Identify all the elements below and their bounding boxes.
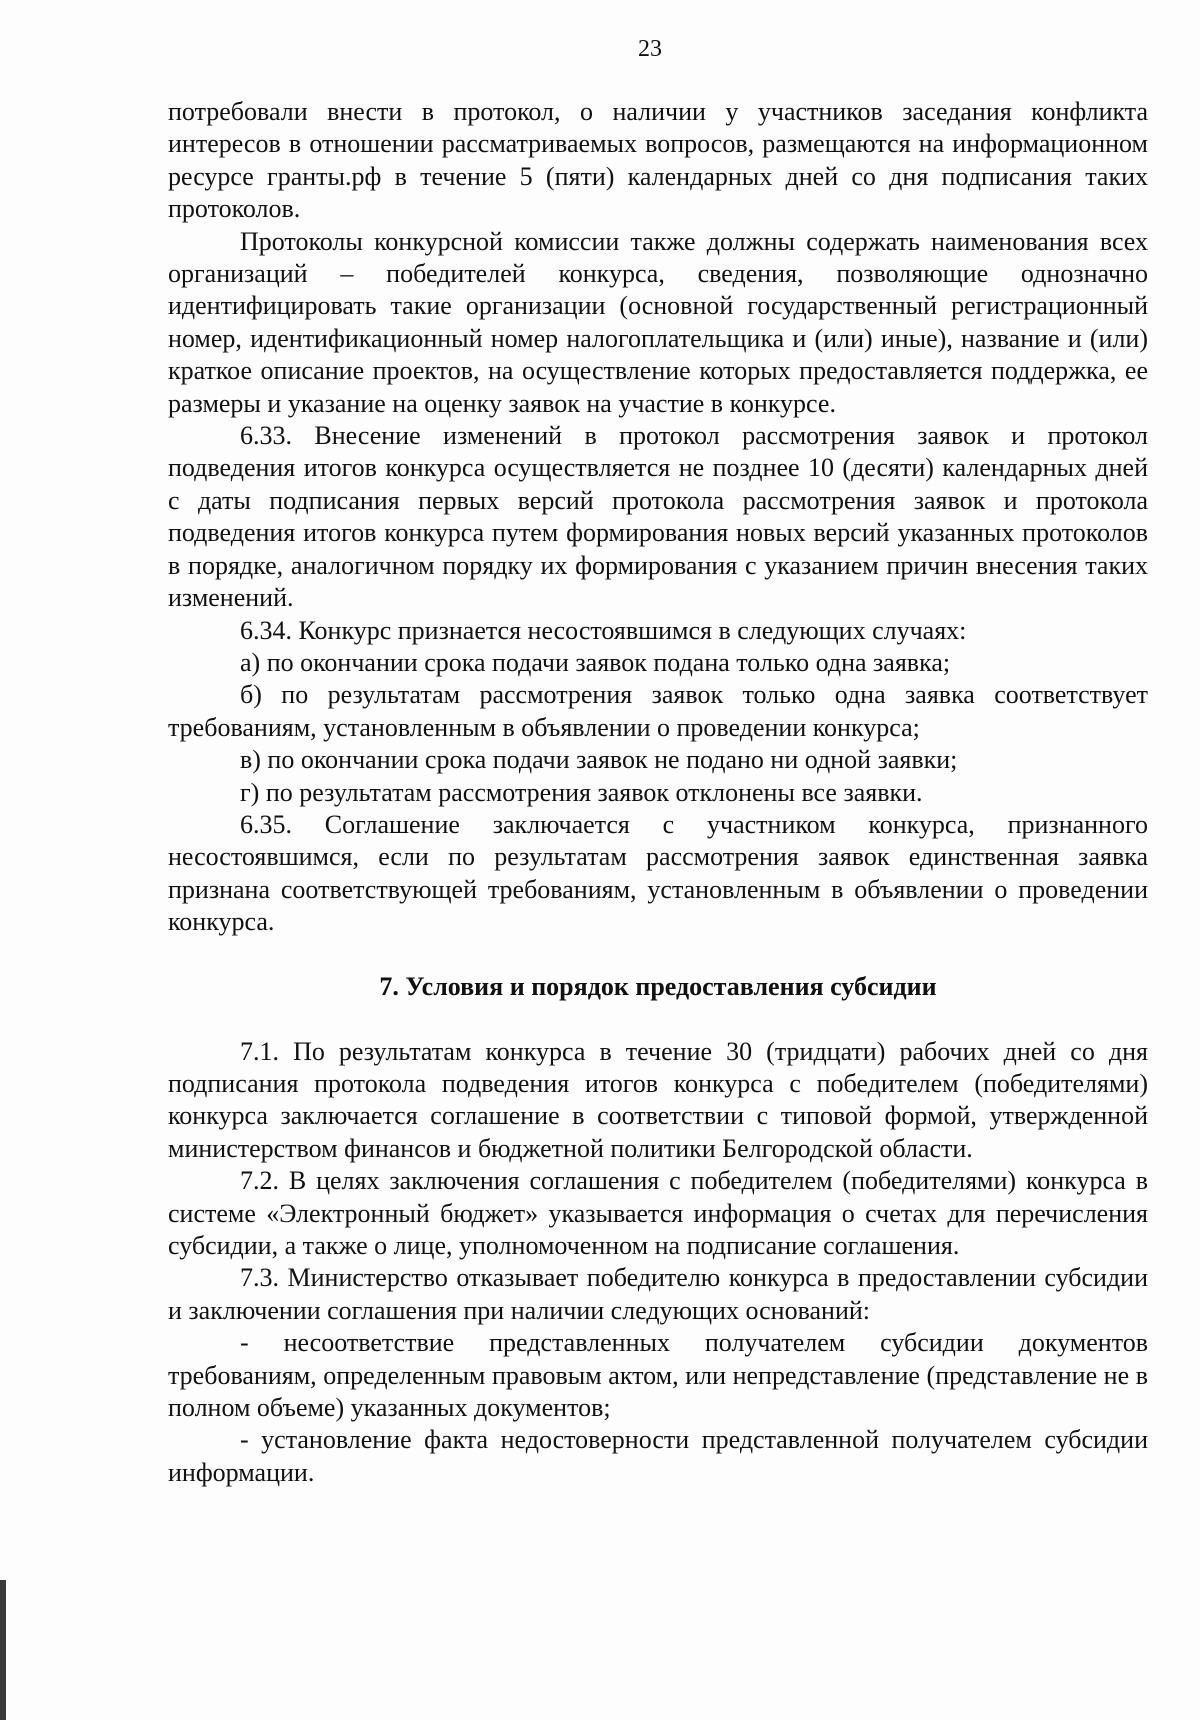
document-body [168, 96, 1148, 1489]
section-heading-7: 7. Условия и порядок предоставления субсидии [379, 971, 937, 1001]
list-item-a: а) по окончании срока подачи заявок подана только одна заявка; [240, 647, 951, 677]
list-item-dash-2: - установление факта недостоверности представленной получателем субсидии информации. [168, 1425, 1148, 1487]
scan-edge-shadow [0, 1580, 6, 1720]
list-item-v: в) по окончании срока подачи заявок не подано ни одной заявки; [240, 745, 958, 775]
page-number: 23 [638, 36, 662, 62]
paragraph-protocol-publication: потребовали внести в протокол, о наличии у участников заседания конфликта интересов в отношении рассматриваемых вопросов, размещаются на информационном ресурсе гранты.рф в течение 5 (пяти) календарных дней со дня подписания таких протоколов. [168, 97, 1148, 224]
paragraph-7-3: 7.3. Министерство отказывает победителю конкурса в предоставлении субсидии и заключении соглашения при наличии следующих оснований: [168, 1263, 1148, 1325]
paragraph-7-1: 7.1. По результатам конкурса в течение 30 (тридцати) рабочих дней со дня подписания протокола подведения итогов конкурса с победителем (победителями) конкурса заключается соглашение в соответствии с типовой формой, утвержденной министерством финансов и бюджетной политики Белгородской области. [168, 1036, 1148, 1163]
list-item-g: г) по результатам рассмотрения заявок отклонены все заявки. [240, 777, 923, 807]
list-item-b: б) по результатам рассмотрения заявок только одна заявка соответствует требованиям, установленным в объявлении о проведении конкурса; [168, 680, 1148, 742]
paragraph-6-33: 6.33. Внесение изменений в протокол рассмотрения заявок и протокол подведения итогов конкурса осуществляется не позднее 10 (десяти) календарных дней с даты подписания первых версий протокола рассмотрения заявок и протокола подведения итогов конкурса путем формирования новых версий указанных протоколов в порядке, аналогичном порядку их формирования с указанием причин внесения таких изменений. [168, 421, 1148, 613]
paragraph-6-35: 6.35. Соглашение заключается с участником конкурса, признанного несостоявшимся, если по результатам рассмотрения заявок единственная заявка признана соответствующей требованиям, установленным в объявлении о проведении конкурса. [168, 809, 1148, 937]
paragraph-6-34: 6.34. Конкурс признается несостоявшимся в следующих случаях: [240, 615, 967, 645]
paragraph-7-2: 7.2. В целях заключения соглашения с победителем (победителями) конкурса в системе «Электронный бюджет» указывается информация о счетах для перечисления субсидии, а также о лице, уполномоченном на подписание соглашения. [168, 1166, 1148, 1260]
list-item-dash-1: - несоответствие представленных получателем субсидии документов требованиям, определенным правовым актом, или непредставление (представление не в полном объеме) указанных документов; [168, 1328, 1148, 1423]
paragraph-protocol-contents: Протоколы конкурсной комиссии также должны содержать наименования всех организаций – победителей конкурса, сведения, позволяющие однозначно идентифицировать такие организации (основной государственный регистрационный номер, идентификационный номер налогоплательщика и (или) иные), название и (или) краткое описание проектов, на осуществление которых предоставляется поддержка, ее размеры и указание на оценку заявок на участие в конкурсе. [168, 226, 1148, 418]
